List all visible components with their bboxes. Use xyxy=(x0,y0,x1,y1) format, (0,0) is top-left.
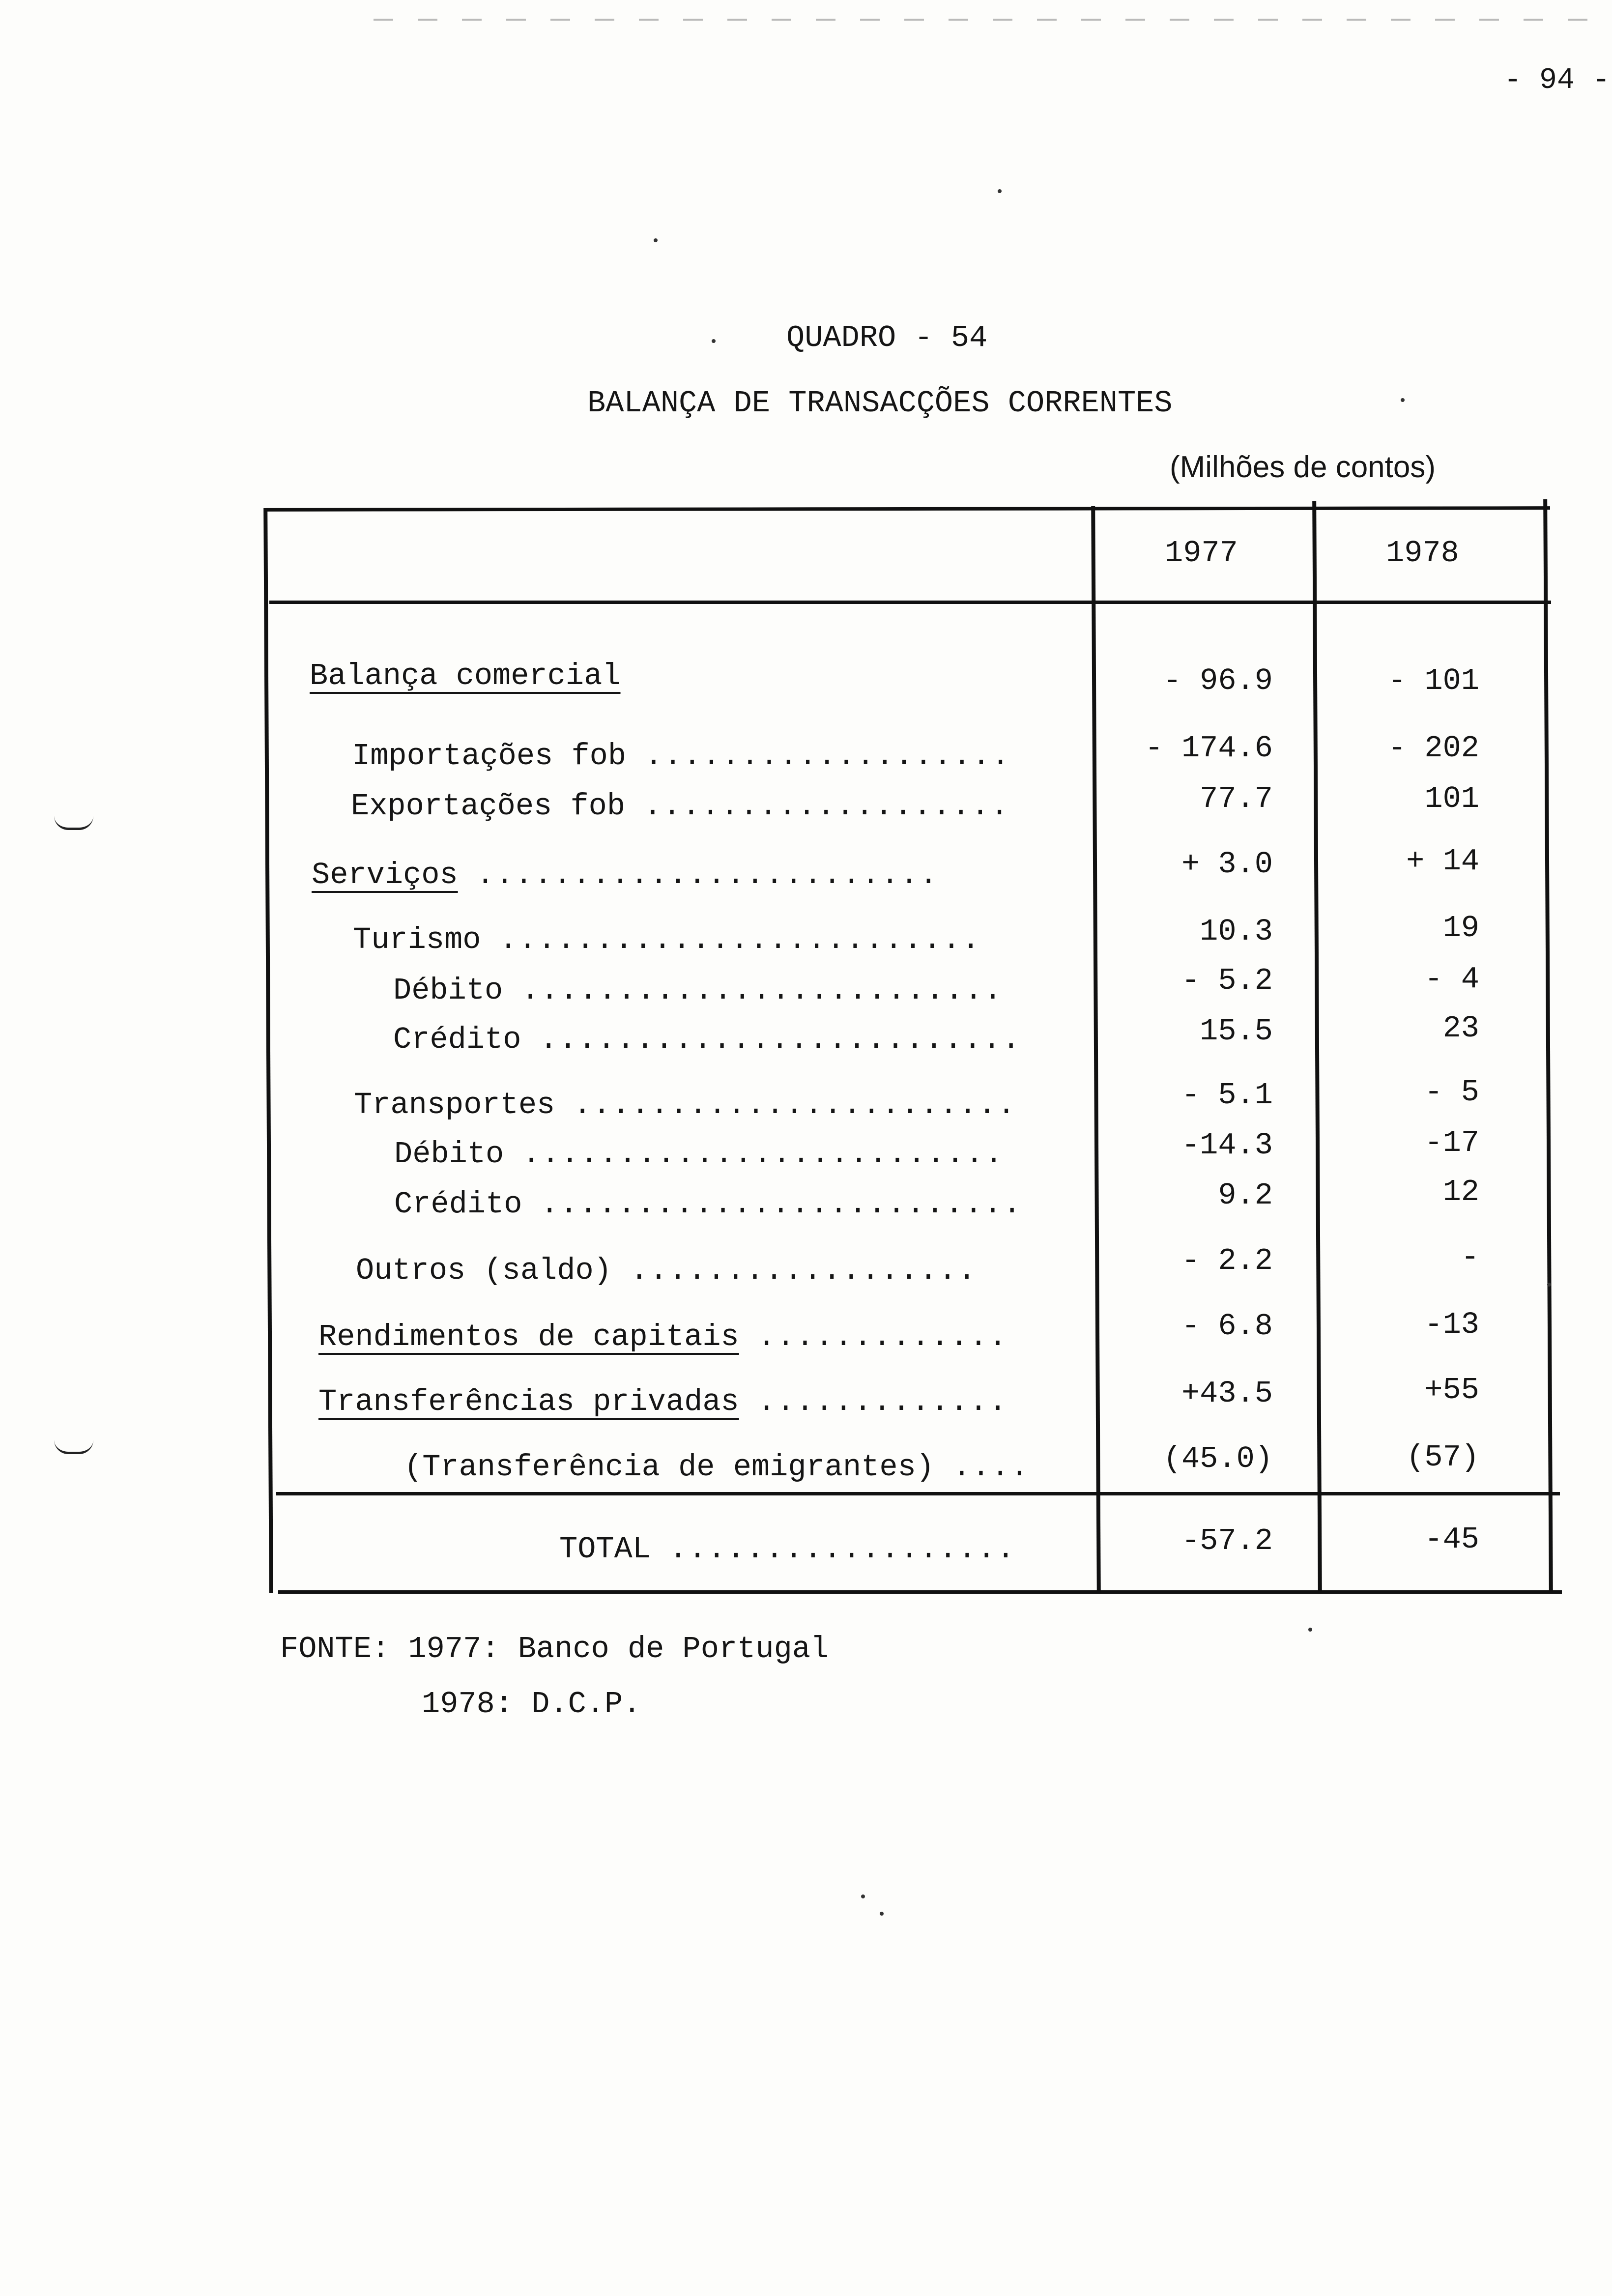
row-label: Importações fob ................... xyxy=(352,739,1011,774)
value-1977: - 5.2 xyxy=(1181,963,1273,998)
col-divider-1978 xyxy=(1312,501,1322,1593)
scan-top-edge xyxy=(374,19,1602,21)
value-1978: - 4 xyxy=(1424,962,1479,997)
value-1977: 10.3 xyxy=(1200,914,1273,949)
total-label: TOTAL .................. xyxy=(559,1532,1016,1567)
row-label: Turismo ......................... xyxy=(353,922,981,957)
row-label: Crédito ......................... xyxy=(394,1187,1022,1222)
value-1977: 15.5 xyxy=(1200,1014,1273,1049)
punch-mark xyxy=(54,1440,93,1454)
value-1978: + 14 xyxy=(1406,844,1479,879)
row-label: Rendimentos de capitais ............. xyxy=(318,1320,1008,1354)
total-top-border xyxy=(276,1492,1560,1495)
value-1977: (45.0) xyxy=(1163,1441,1273,1476)
scan-speck xyxy=(880,1912,884,1916)
value-1977: + 3.0 xyxy=(1181,847,1273,882)
value-1978: - 202 xyxy=(1387,731,1479,766)
value-1977: - 5.1 xyxy=(1181,1078,1273,1113)
punch-mark xyxy=(54,816,93,830)
table-right-border xyxy=(1543,499,1553,1593)
row-label: Débito ......................... xyxy=(393,973,1003,1008)
value-1977: -14.3 xyxy=(1181,1128,1273,1163)
scan-speck xyxy=(861,1894,865,1898)
value-1977: - 174.6 xyxy=(1145,731,1273,766)
value-1978: 101 xyxy=(1424,781,1479,816)
value-1978: -13 xyxy=(1424,1307,1479,1342)
row-label: Transferências privadas ............. xyxy=(318,1384,1008,1419)
row-label: Débito ......................... xyxy=(394,1137,1004,1172)
value-1977: 9.2 xyxy=(1218,1178,1273,1213)
value-1978: - xyxy=(1461,1240,1479,1275)
row-label: Serviços ........................ xyxy=(312,858,939,892)
value-1978: (57) xyxy=(1406,1440,1479,1475)
value-1978: -17 xyxy=(1424,1125,1479,1160)
table-left-border xyxy=(263,508,273,1593)
source-note xyxy=(280,1632,829,1666)
source-line-1: 1977: Banco de Portugal xyxy=(408,1632,829,1666)
total-1977: -57.2 xyxy=(1181,1523,1273,1558)
row-label: (Transferência de emigrantes) .... xyxy=(404,1450,1030,1485)
table-bottom-border xyxy=(278,1590,1562,1594)
value-1978: 12 xyxy=(1442,1175,1479,1209)
scan-speck xyxy=(654,238,658,242)
column-header-1977: 1977 xyxy=(1165,536,1238,571)
column-header-1978: 1978 xyxy=(1386,536,1459,571)
total-1978: -45 xyxy=(1424,1522,1479,1557)
value-1978: - 101 xyxy=(1387,663,1479,698)
scan-speck xyxy=(1401,398,1405,402)
header-bottom-border xyxy=(269,601,1551,604)
page-number: - 94 - xyxy=(1504,64,1611,97)
unit-note: (Milhões de contos) xyxy=(1170,450,1436,484)
value-1978: +55 xyxy=(1424,1373,1479,1407)
scan-speck xyxy=(1308,1628,1312,1632)
value-1977: - 6.8 xyxy=(1181,1309,1273,1344)
source-line-2: 1978: D.C.P. xyxy=(422,1687,641,1722)
scan-speck xyxy=(712,339,716,343)
value-1977: 77.7 xyxy=(1200,781,1273,816)
value-1977: - 2.2 xyxy=(1181,1243,1273,1278)
source-label: FONTE: xyxy=(280,1632,390,1666)
table-top-border xyxy=(266,506,1550,512)
table-title: BALANÇA DE TRANSACÇÕES CORRENTES xyxy=(587,386,1173,421)
row-label: Crédito ......................... xyxy=(393,1022,1021,1057)
value-1978: 19 xyxy=(1442,911,1479,946)
row-label: Transportes ....................... xyxy=(354,1088,1017,1122)
row-label: Exportações fob ................... xyxy=(351,789,1010,824)
scan-speck xyxy=(998,189,1002,193)
row-label: Outros (saldo) .................. xyxy=(356,1253,977,1288)
row-label: Balança comercial xyxy=(310,659,621,693)
value-1977: +43.5 xyxy=(1181,1376,1273,1411)
value-1978: 23 xyxy=(1442,1011,1479,1046)
value-1978: - 5 xyxy=(1424,1075,1479,1110)
scan-speck xyxy=(1547,1283,1551,1287)
value-1977: - 96.9 xyxy=(1163,663,1273,698)
table-number: QUADRO - 54 xyxy=(786,320,988,355)
